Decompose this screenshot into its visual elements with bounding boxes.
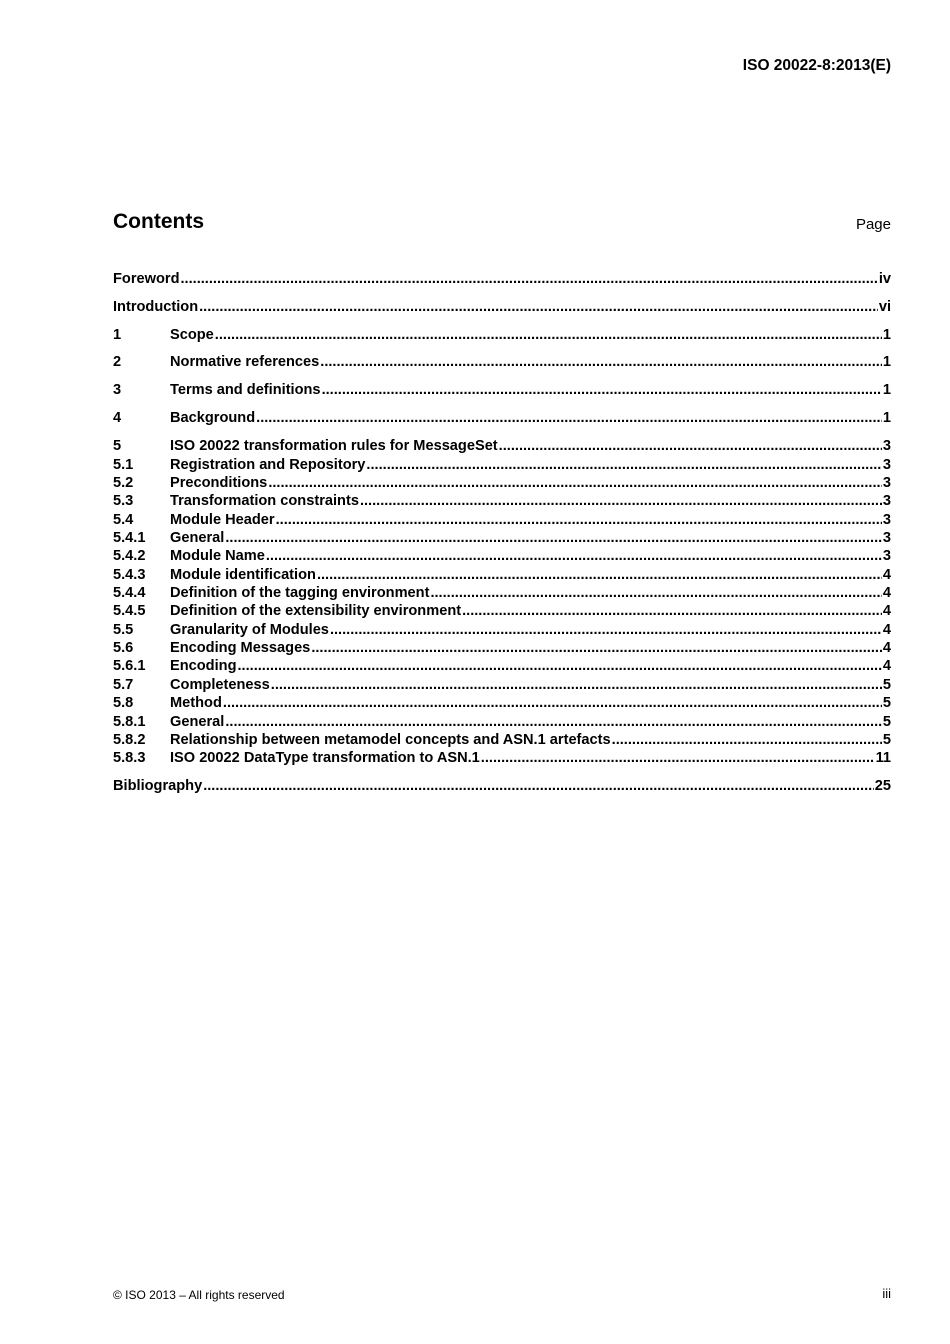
toc-entry-number: 5.6 <box>113 640 134 656</box>
toc-entry-number: 5.6.1 <box>113 658 146 674</box>
toc-entry-title: Definition of the tagging environment <box>170 585 430 601</box>
toc-entry-page: 4 <box>882 585 891 601</box>
toc-entry[interactable] <box>113 731 891 749</box>
toc-dot-leader <box>481 749 875 767</box>
toc-entry[interactable] <box>113 409 891 427</box>
toc-dot-leader <box>199 298 878 316</box>
toc-dot-leader <box>612 731 882 749</box>
toc-entry-title: Transformation constraints <box>170 493 359 509</box>
toc-dot-leader <box>320 353 882 371</box>
toc-dot-leader <box>215 326 882 344</box>
toc-dot-leader <box>256 409 882 427</box>
toc-dot-leader <box>237 657 881 675</box>
page-column-label: Page <box>855 216 891 233</box>
toc-entry-page: 3 <box>882 457 891 473</box>
toc-entry[interactable] <box>113 777 891 795</box>
toc-entry-page: 4 <box>882 622 891 638</box>
toc-dot-leader <box>322 381 882 399</box>
toc-entry[interactable] <box>113 298 891 316</box>
toc-entry-title: Scope <box>170 327 214 343</box>
toc-dot-leader <box>317 566 882 584</box>
toc-dot-leader <box>223 694 882 712</box>
toc-entry[interactable] <box>113 749 891 767</box>
toc-dot-leader <box>266 547 882 565</box>
toc-entry-page: 3 <box>882 475 891 491</box>
toc-entry-number: 5.4.4 <box>113 585 146 601</box>
toc-entry-title: Encoding <box>170 658 237 674</box>
toc-entry-number: 5.4 <box>113 512 134 528</box>
toc-entry-title: Definition of the extensibility environment <box>170 603 462 619</box>
toc-entry[interactable] <box>113 326 891 344</box>
toc-entry-page: 3 <box>882 438 891 454</box>
toc-entry-title: Terms and definitions <box>170 382 321 398</box>
toc-entry-page: 5 <box>882 732 891 748</box>
document-id: ISO 20022-8:2013(E) <box>742 57 891 74</box>
toc-entry[interactable] <box>113 584 891 602</box>
toc-entry-page: 4 <box>882 640 891 656</box>
toc-entry-page: 25 <box>874 778 891 794</box>
toc-entry[interactable] <box>113 353 891 371</box>
toc-entry-page: 1 <box>882 382 891 398</box>
toc-entry-number: 5.8.3 <box>113 750 146 766</box>
toc-entry-title: Completeness <box>170 677 270 693</box>
toc-entry-title: Bibliography <box>113 778 203 794</box>
toc-entry-page: 4 <box>882 603 891 619</box>
contents-heading: Contents <box>113 210 204 233</box>
toc-entry[interactable] <box>113 621 891 639</box>
toc-entry-title: Preconditions <box>170 475 268 491</box>
toc-entry-title: Normative references <box>170 354 320 370</box>
toc-entry[interactable] <box>113 657 891 675</box>
toc-entry-number: 5.8.1 <box>113 714 146 730</box>
toc-entry-title: Registration and Repository <box>170 457 366 473</box>
toc-entry-number: 5.5 <box>113 622 134 638</box>
footer-copyright: © ISO 2013 – All rights reserved <box>113 1288 285 1302</box>
toc-entry-title: Relationship between metamodel concepts and ASN.1 artefacts <box>170 732 611 748</box>
toc-entry-page: 3 <box>882 530 891 546</box>
toc-entry-page: 5 <box>882 677 891 693</box>
toc-entry-page: vi <box>878 299 891 315</box>
toc-entry-page: 3 <box>882 512 891 528</box>
toc-entry-number: 1 <box>113 327 122 343</box>
toc-dot-leader <box>430 584 881 602</box>
toc-entry-title: Introduction <box>113 299 199 315</box>
toc-entry-number: 5.8.2 <box>113 732 146 748</box>
toc-entry[interactable] <box>113 511 891 529</box>
toc-entry-title: Method <box>170 695 222 711</box>
toc-dot-leader <box>311 639 882 657</box>
toc-entry-number: 5.8 <box>113 695 134 711</box>
toc-entry-number: 5 <box>113 438 122 454</box>
toc-entry-number: 3 <box>113 382 122 398</box>
footer-page-number: iii <box>882 1286 891 1301</box>
toc-entry-title: Module identification <box>170 567 316 583</box>
toc-entry[interactable] <box>113 713 891 731</box>
toc-entry[interactable] <box>113 547 891 565</box>
toc-entry-page: 5 <box>882 714 891 730</box>
toc-entry-title: Module Header <box>170 512 275 528</box>
toc-entry-number: 5.4.1 <box>113 530 146 546</box>
toc-dot-leader <box>268 474 882 492</box>
toc-dot-leader <box>180 270 877 288</box>
toc-entry-number: 5.7 <box>113 677 134 693</box>
toc-dot-leader <box>276 511 882 529</box>
toc-dot-leader <box>360 492 882 510</box>
toc-entry[interactable] <box>113 566 891 584</box>
toc-entry[interactable] <box>113 529 891 547</box>
toc-entry[interactable] <box>113 492 891 510</box>
toc-entry[interactable] <box>113 639 891 657</box>
toc-entry-title: General <box>170 714 225 730</box>
toc-entry-page: 1 <box>882 327 891 343</box>
toc-entry-page: 4 <box>882 567 891 583</box>
toc-entry[interactable] <box>113 694 891 712</box>
toc-entry-page: 4 <box>882 658 891 674</box>
toc-entry-page: 1 <box>882 354 891 370</box>
toc-entry-title: Encoding Messages <box>170 640 311 656</box>
toc-entry-page: iv <box>878 271 891 287</box>
toc-dot-leader <box>462 602 882 620</box>
toc-entry-number: 5.1 <box>113 457 134 473</box>
toc-dot-leader <box>330 621 882 639</box>
toc-entry-title: ISO 20022 transformation rules for MessageSet <box>170 438 498 454</box>
toc-entry-title: Module Name <box>170 548 265 564</box>
toc-entry-number: 5.2 <box>113 475 134 491</box>
toc-entry-number: 5.4.5 <box>113 603 146 619</box>
toc-entry-number: 5.4.3 <box>113 567 146 583</box>
toc-entry-title: Background <box>170 410 256 426</box>
toc-dot-leader <box>499 437 882 455</box>
toc-entry-page: 3 <box>882 493 891 509</box>
toc-dot-leader <box>203 777 874 795</box>
toc-entry-title: General <box>170 530 225 546</box>
toc-entry-number: 4 <box>113 410 122 426</box>
toc-entry-page: 5 <box>882 695 891 711</box>
toc-entry-title: Foreword <box>113 271 180 287</box>
toc-entry-title: ISO 20022 DataType transformation to ASN.1 <box>170 750 480 766</box>
toc-entry-page: 3 <box>882 548 891 564</box>
toc-entry[interactable] <box>113 381 891 399</box>
toc-entry[interactable] <box>113 456 891 474</box>
toc-entry-page: 11 <box>875 750 891 766</box>
toc-entry[interactable] <box>113 437 891 455</box>
toc-entry-number: 5.4.2 <box>113 548 146 564</box>
toc-entry[interactable] <box>113 474 891 492</box>
toc-entry-title: Granularity of Modules <box>170 622 329 638</box>
toc-entry-number: 2 <box>113 354 122 370</box>
toc-dot-leader <box>366 456 881 474</box>
toc-dot-leader <box>225 529 882 547</box>
toc-entry-number: 5.3 <box>113 493 134 509</box>
toc-entry[interactable] <box>113 270 891 288</box>
toc-dot-leader <box>225 713 882 731</box>
toc-entry[interactable] <box>113 676 891 694</box>
toc-dot-leader <box>271 676 882 694</box>
toc-entry-page: 1 <box>882 410 891 426</box>
toc-entry[interactable] <box>113 602 891 620</box>
